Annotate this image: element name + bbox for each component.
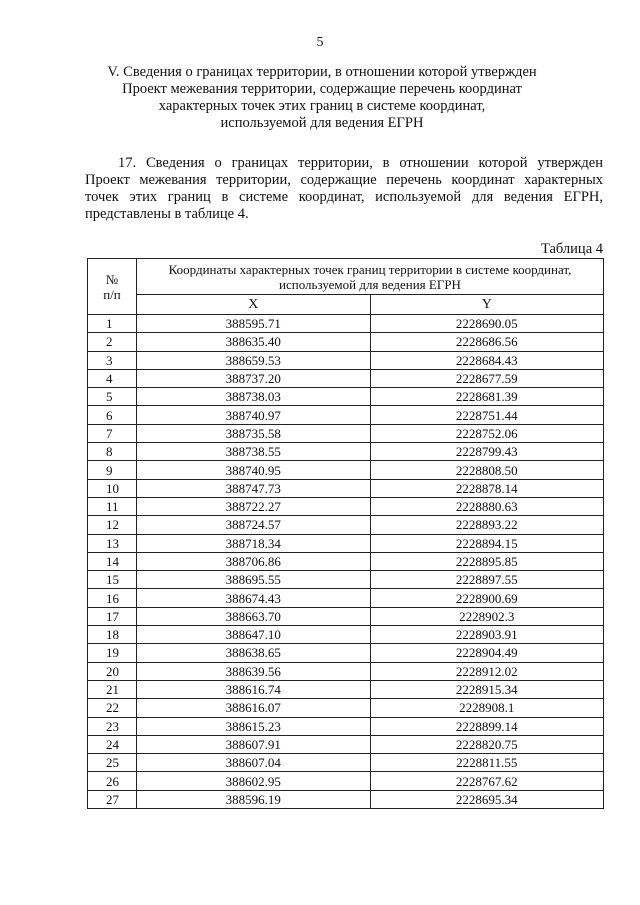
table-row — [88, 351, 604, 369]
row-number-cell: 11 — [88, 497, 137, 515]
paragraph-line: 17. Сведения о границах территории, в отношении которой утвержден — [118, 155, 603, 171]
y-coordinate-cell: 2228893.22 — [370, 516, 604, 534]
header-num-symbol: № — [105, 271, 119, 287]
table-row — [88, 607, 604, 625]
table-body — [88, 315, 604, 809]
section-title — [92, 64, 552, 132]
table-row — [88, 772, 604, 790]
table-row — [88, 644, 604, 662]
body-paragraph — [85, 155, 603, 223]
table-row — [88, 571, 604, 589]
section-title-line: используемой для ведения ЕГРН — [220, 115, 424, 131]
y-coordinate-cell: 2228899.14 — [370, 717, 604, 735]
y-coordinate-cell: 2228915.34 — [370, 680, 604, 698]
row-number-cell: 25 — [88, 754, 137, 772]
header-row-number — [88, 259, 137, 315]
y-coordinate-cell: 2228878.14 — [370, 479, 604, 497]
row-number-cell: 1 — [88, 315, 137, 333]
row-number-cell: 7 — [88, 424, 137, 442]
y-coordinate-cell: 2228686.56 — [370, 333, 604, 351]
section-title-line: характерных точек этих границ в системе координат, — [158, 98, 486, 114]
y-coordinate-cell: 2228690.05 — [370, 315, 604, 333]
header-coordinates — [137, 259, 604, 295]
header-coordinates-line: Координаты характерных точек границ территории в системе координат, — [168, 261, 572, 277]
table-row — [88, 461, 604, 479]
x-coordinate-cell: 388602.95 — [137, 772, 371, 790]
x-coordinate-cell: 388740.97 — [137, 406, 371, 424]
x-coordinate-cell: 388738.03 — [137, 388, 371, 406]
x-coordinate-cell: 388740.95 — [137, 461, 371, 479]
row-number-cell: 10 — [88, 479, 137, 497]
table-row — [88, 754, 604, 772]
table-row — [88, 717, 604, 735]
row-number-cell: 13 — [88, 534, 137, 552]
row-number-cell: 4 — [88, 369, 137, 387]
x-coordinate-cell: 388674.43 — [137, 589, 371, 607]
y-coordinate-cell: 2228900.69 — [370, 589, 604, 607]
paragraph-line: представлены в таблице 4. — [85, 206, 249, 222]
row-number-cell: 22 — [88, 699, 137, 717]
x-coordinate-cell: 388659.53 — [137, 351, 371, 369]
row-number-cell: 6 — [88, 406, 137, 424]
x-coordinate-cell: 388722.27 — [137, 497, 371, 515]
table-row — [88, 790, 604, 808]
section-title-line: V. Сведения о границах территории, в отношении которой утвержден — [107, 64, 537, 80]
table-row — [88, 699, 604, 717]
table-row — [88, 534, 604, 552]
row-number-cell: 27 — [88, 790, 137, 808]
header-coordinates-line: используемой для ведения ЕГРН — [279, 276, 461, 292]
table-caption: Таблица 4 — [540, 241, 603, 257]
x-coordinate-cell: 388695.55 — [137, 571, 371, 589]
table-row — [88, 315, 604, 333]
row-number-cell: 9 — [88, 461, 137, 479]
y-coordinate-cell: 2228897.55 — [370, 571, 604, 589]
x-coordinate-cell: 388663.70 — [137, 607, 371, 625]
y-coordinate-cell: 2228799.43 — [370, 443, 604, 461]
row-number-cell: 3 — [88, 351, 137, 369]
x-coordinate-cell: 388607.04 — [137, 754, 371, 772]
table-row — [88, 626, 604, 644]
table-row — [88, 333, 604, 351]
x-coordinate-cell: 388615.23 — [137, 717, 371, 735]
row-number-cell: 24 — [88, 735, 137, 753]
y-coordinate-cell: 2228811.55 — [370, 754, 604, 772]
y-coordinate-cell: 2228894.15 — [370, 534, 604, 552]
y-coordinate-cell: 2228904.49 — [370, 644, 604, 662]
section-title-line: Проект межевания территории, содержащие перечень координат — [122, 81, 522, 97]
x-coordinate-cell: 388635.40 — [137, 333, 371, 351]
row-number-cell: 15 — [88, 571, 137, 589]
y-coordinate-cell: 2228902.3 — [370, 607, 604, 625]
row-number-cell: 17 — [88, 607, 137, 625]
row-number-cell: 18 — [88, 626, 137, 644]
row-number-cell: 21 — [88, 680, 137, 698]
x-coordinate-cell: 388596.19 — [137, 790, 371, 808]
row-number-cell: 26 — [88, 772, 137, 790]
row-number-cell: 8 — [88, 443, 137, 461]
header-x: X — [137, 295, 371, 315]
x-coordinate-cell: 388718.34 — [137, 534, 371, 552]
y-coordinate-cell: 2228751.44 — [370, 406, 604, 424]
y-coordinate-cell: 2228912.02 — [370, 662, 604, 680]
row-number-cell: 23 — [88, 717, 137, 735]
y-coordinate-cell: 2228767.62 — [370, 772, 604, 790]
x-coordinate-cell: 388616.07 — [137, 699, 371, 717]
page-number: 5 — [316, 35, 324, 50]
table-row — [88, 479, 604, 497]
y-coordinate-cell: 2228908.1 — [370, 699, 604, 717]
x-coordinate-cell: 388647.10 — [137, 626, 371, 644]
table-row — [88, 552, 604, 570]
y-coordinate-cell: 2228895.85 — [370, 552, 604, 570]
table-row — [88, 680, 604, 698]
y-coordinate-cell: 2228752.06 — [370, 424, 604, 442]
x-coordinate-cell: 388607.91 — [137, 735, 371, 753]
y-coordinate-cell: 2228903.91 — [370, 626, 604, 644]
y-coordinate-cell: 2228880.63 — [370, 497, 604, 515]
coordinates-table — [87, 258, 604, 809]
row-number-cell: 5 — [88, 388, 137, 406]
paragraph-line: Проект межевания территории, содержащие перечень координат характерных — [85, 172, 603, 188]
table-row — [88, 735, 604, 753]
table-row — [88, 424, 604, 442]
x-coordinate-cell: 388735.58 — [137, 424, 371, 442]
y-coordinate-cell: 2228808.50 — [370, 461, 604, 479]
x-coordinate-cell: 388737.20 — [137, 369, 371, 387]
table-row — [88, 406, 604, 424]
x-coordinate-cell: 388616.74 — [137, 680, 371, 698]
y-coordinate-cell: 2228681.39 — [370, 388, 604, 406]
y-coordinate-cell: 2228820.75 — [370, 735, 604, 753]
x-coordinate-cell: 388595.71 — [137, 315, 371, 333]
paragraph-line: точек этих границ в системе координат, используемой для ведения ЕГРН, — [85, 189, 603, 205]
row-number-cell: 14 — [88, 552, 137, 570]
table-row — [88, 388, 604, 406]
x-coordinate-cell: 388738.55 — [137, 443, 371, 461]
row-number-cell: 19 — [88, 644, 137, 662]
header-y: Y — [370, 295, 604, 315]
row-number-cell: 20 — [88, 662, 137, 680]
row-number-cell: 2 — [88, 333, 137, 351]
row-number-cell: 12 — [88, 516, 137, 534]
x-coordinate-cell: 388706.86 — [137, 552, 371, 570]
y-coordinate-cell: 2228677.59 — [370, 369, 604, 387]
table-row — [88, 589, 604, 607]
table-row — [88, 443, 604, 461]
row-number-cell: 16 — [88, 589, 137, 607]
x-coordinate-cell: 388638.65 — [137, 644, 371, 662]
x-coordinate-cell: 388747.73 — [137, 479, 371, 497]
header-num-label: п/п — [103, 286, 121, 302]
x-coordinate-cell: 388639.56 — [137, 662, 371, 680]
y-coordinate-cell: 2228695.34 — [370, 790, 604, 808]
table-row — [88, 369, 604, 387]
table-row — [88, 516, 604, 534]
table-row — [88, 662, 604, 680]
table-row — [88, 497, 604, 515]
y-coordinate-cell: 2228684.43 — [370, 351, 604, 369]
x-coordinate-cell: 388724.57 — [137, 516, 371, 534]
